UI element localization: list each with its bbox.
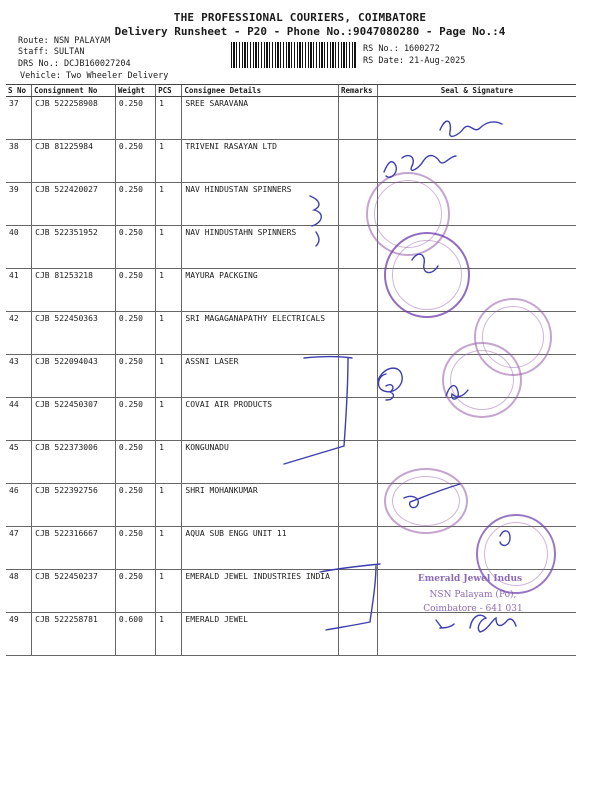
row-weight: 0.250 bbox=[115, 484, 155, 527]
row-consignment: CJB 522420027 bbox=[32, 183, 116, 226]
row-sno: 47 bbox=[6, 527, 32, 570]
row-consignee: NAV HINDUSTAN SPINNERS bbox=[182, 183, 339, 226]
emerald-stamp-line1: Emerald Jewel Indus bbox=[417, 574, 523, 584]
row-consignment: CJB 522450237 bbox=[32, 570, 116, 613]
runsheet-title: Delivery Runsheet - P20 - Phone No.:9047080280 - Page No.:4 bbox=[114, 25, 506, 38]
row-weight: 0.250 bbox=[115, 269, 155, 312]
row-consignee: TRIVENI RASAYAN LTD bbox=[182, 140, 339, 183]
signature-row-37 bbox=[440, 121, 502, 136]
row-pcs: 1 bbox=[156, 140, 182, 183]
vehicle-label: Vehicle: Two Wheeler Delivery bbox=[20, 71, 169, 81]
row-weight: 0.600 bbox=[115, 613, 155, 656]
row-consignee: EMERALD JEWEL INDUSTRIES INDIA bbox=[182, 570, 339, 613]
row-weight: 0.250 bbox=[115, 312, 155, 355]
row-sno: 43 bbox=[6, 355, 32, 398]
row-sno: 48 bbox=[6, 570, 32, 613]
row-pcs: 1 bbox=[156, 527, 182, 570]
route-label: Route: NSN PALAYAM bbox=[18, 36, 111, 46]
row-consignment: CJB 522258908 bbox=[32, 97, 116, 140]
row-consignment: CJB 81225984 bbox=[32, 140, 116, 183]
rs-date: RS Date: 21-Aug-2025 bbox=[363, 56, 466, 66]
row-consignee: SREE SARAVANA bbox=[182, 97, 339, 140]
row-consignment: CJB 522450363 bbox=[32, 312, 116, 355]
row-sno: 45 bbox=[6, 441, 32, 484]
row-weight: 0.250 bbox=[115, 441, 155, 484]
row-sno: 41 bbox=[6, 269, 32, 312]
signature-row-44b bbox=[446, 386, 468, 399]
staff-label: Staff: SULTAN bbox=[18, 47, 85, 57]
row-consignee: SRI MAGAGANAPATHY ELECTRICALS bbox=[182, 312, 339, 355]
row-consignee: ASSNI LASER bbox=[182, 355, 339, 398]
signature-row-46 bbox=[404, 484, 460, 508]
row-sno: 49 bbox=[6, 613, 32, 656]
scribble-row-40 bbox=[316, 232, 319, 246]
col-sno: S No bbox=[6, 85, 32, 97]
col-weight: Weight bbox=[115, 85, 155, 97]
row-pcs: 1 bbox=[156, 570, 182, 613]
signature-row-48 bbox=[500, 531, 510, 546]
emerald-stamp-line3: Coimbatore - 641 031 bbox=[423, 604, 523, 614]
row-pcs: 1 bbox=[156, 484, 182, 527]
row-weight: 0.250 bbox=[115, 355, 155, 398]
row-consignment: CJB 522351952 bbox=[32, 226, 116, 269]
signature-row-44 bbox=[378, 368, 402, 400]
row-consignment: CJB 522316667 bbox=[32, 527, 116, 570]
row-consignee: MAYURA PACKGING bbox=[182, 269, 339, 312]
row-weight: 0.250 bbox=[115, 97, 155, 140]
row-sno: 40 bbox=[6, 226, 32, 269]
col-remarks: Remarks bbox=[338, 85, 377, 97]
row-pcs: 1 bbox=[156, 312, 182, 355]
row-sno: 37 bbox=[6, 97, 32, 140]
row-consignment: CJB 522094043 bbox=[32, 355, 116, 398]
row-weight: 0.250 bbox=[115, 570, 155, 613]
company-name: THE PROFESSIONAL COURIERS, COIMBATORE bbox=[173, 11, 427, 24]
signature-row-41 bbox=[412, 254, 438, 272]
col-pcs: PCS bbox=[156, 85, 182, 97]
row-weight: 0.250 bbox=[115, 140, 155, 183]
rs-number: RS No.: 1600272 bbox=[363, 44, 440, 54]
row-consignee: NAV HINDUSTAHN SPINNERS bbox=[182, 226, 339, 269]
row-weight: 0.250 bbox=[115, 527, 155, 570]
signature-row-38 bbox=[384, 156, 456, 178]
row-pcs: 1 bbox=[156, 226, 182, 269]
drs-number: DRS No.: DCJB160027204 bbox=[18, 59, 131, 69]
scribble-row-39 bbox=[310, 196, 321, 226]
row-pcs: 1 bbox=[156, 613, 182, 656]
col-consignment: Consignment No bbox=[32, 85, 116, 97]
row-consignee: SHRI MOHANKUMAR bbox=[182, 484, 339, 527]
row-consignee: EMERALD JEWEL bbox=[182, 613, 339, 656]
row-sno: 39 bbox=[6, 183, 32, 226]
col-seal: Seal & Signature bbox=[377, 85, 576, 97]
row-weight: 0.250 bbox=[115, 183, 155, 226]
row-consignment: CJB 81253218 bbox=[32, 269, 116, 312]
row-consignment: CJB 522373006 bbox=[32, 441, 116, 484]
row-sno: 44 bbox=[6, 398, 32, 441]
row-consignment: CJB 522258781 bbox=[32, 613, 116, 656]
row-pcs: 1 bbox=[156, 97, 182, 140]
row-weight: 0.250 bbox=[115, 226, 155, 269]
row-consignee: KONGUNADU bbox=[182, 441, 339, 484]
bracket-mark-lower bbox=[320, 564, 380, 630]
row-pcs: 1 bbox=[156, 183, 182, 226]
emerald-stamp-line2: NSN Palayam (Po), bbox=[429, 590, 517, 600]
row-pcs: 1 bbox=[156, 269, 182, 312]
row-consignment: CJB 522450307 bbox=[32, 398, 116, 441]
bracket-mark bbox=[284, 357, 352, 465]
row-sno: 46 bbox=[6, 484, 32, 527]
row-sno: 38 bbox=[6, 140, 32, 183]
signature-row-49 bbox=[436, 615, 516, 632]
row-consignee: AQUA SUB ENGG UNIT 11 bbox=[182, 527, 339, 570]
row-pcs: 1 bbox=[156, 355, 182, 398]
row-weight: 0.250 bbox=[115, 398, 155, 441]
row-consignee: COVAI AIR PRODUCTS bbox=[182, 398, 339, 441]
row-pcs: 1 bbox=[156, 441, 182, 484]
row-sno: 42 bbox=[6, 312, 32, 355]
col-consignee: Consignee Details bbox=[182, 85, 339, 97]
row-consignment: CJB 522392756 bbox=[32, 484, 116, 527]
row-pcs: 1 bbox=[156, 398, 182, 441]
